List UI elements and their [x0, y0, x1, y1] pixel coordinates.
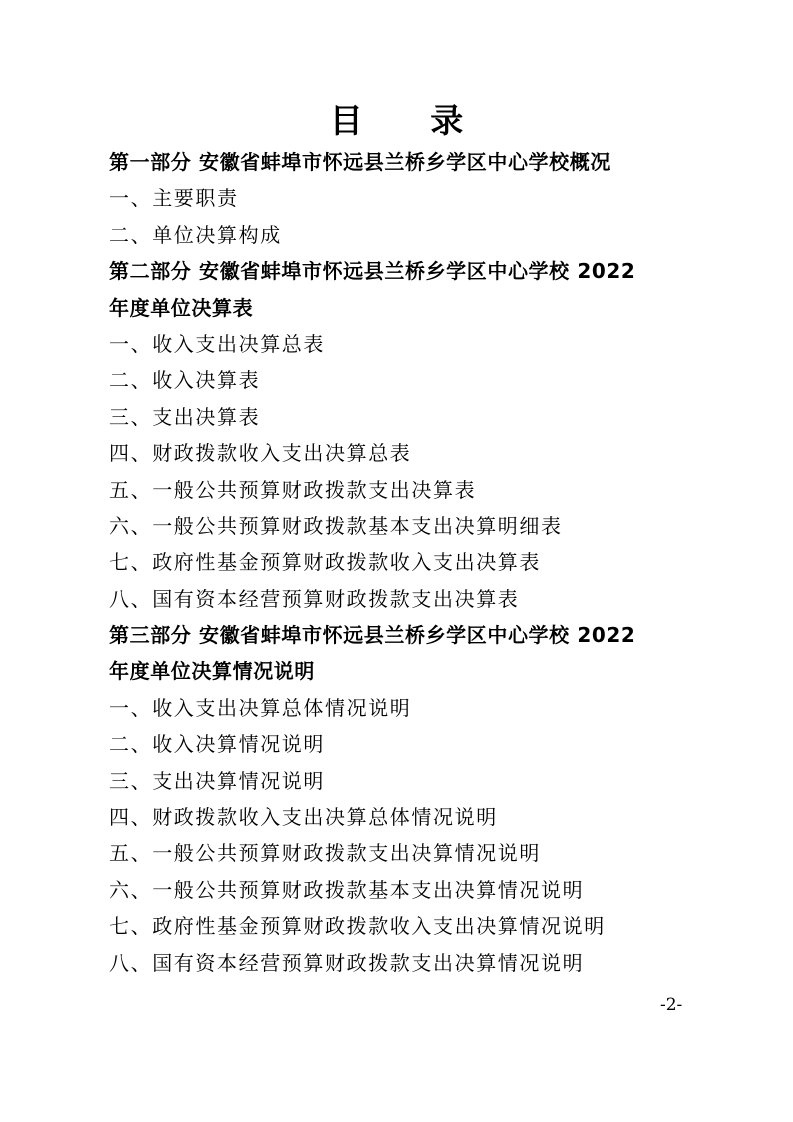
toc-item: 四、财政拨款收入支出决算总表 [109, 441, 412, 466]
toc-item: 一、主要职责 [109, 186, 239, 211]
toc-item: 五、一般公共预算财政拨款支出决算表 [109, 477, 477, 502]
toc-item: 二、收入决算表 [109, 368, 261, 393]
toc-item: 三、支出决算情况说明 [109, 768, 325, 793]
page-title: 目 录 [329, 101, 492, 140]
toc-section-1-title: 第一部分 安徽省蚌埠市怀远县兰桥乡学区中心学校概况 [109, 150, 611, 174]
table-of-contents [109, 144, 709, 981]
toc-item: 二、收入决算情况说明 [109, 732, 325, 757]
toc-item: 七、政府性基金预算财政拨款收入支出决算情况说明 [109, 914, 606, 939]
toc-section-3-title-cont: 年度单位决算情况说明 [109, 659, 315, 684]
toc-item: 一、收入支出决算总表 [109, 331, 325, 356]
page-number: -2- [660, 995, 683, 1015]
toc-item: 七、政府性基金预算财政拨款收入支出决算表 [109, 550, 541, 575]
toc-section-3-title: 第三部分 安徽省蚌埠市怀远县兰桥乡学区中心学校 2022 [109, 623, 636, 648]
toc-section-2-title: 第二部分 安徽省蚌埠市怀远县兰桥乡学区中心学校 2022 [109, 259, 636, 284]
toc-item: 一、收入支出决算总体情况说明 [109, 695, 412, 720]
toc-item: 六、一般公共预算财政拨款基本支出决算明细表 [109, 513, 563, 538]
toc-item: 八、国有资本经营预算财政拨款支出决算情况说明 [109, 950, 585, 975]
toc-item: 五、一般公共预算财政拨款支出决算情况说明 [109, 841, 541, 866]
toc-section-2-title-cont: 年度单位决算表 [109, 295, 254, 320]
toc-item: 六、一般公共预算财政拨款基本支出决算情况说明 [109, 877, 585, 902]
toc-item: 二、单位决算构成 [109, 222, 282, 247]
toc-item: 八、国有资本经营预算财政拨款支出决算表 [109, 586, 520, 611]
toc-item: 三、支出决算表 [109, 404, 261, 429]
toc-item: 四、财政拨款收入支出决算总体情况说明 [109, 805, 498, 830]
